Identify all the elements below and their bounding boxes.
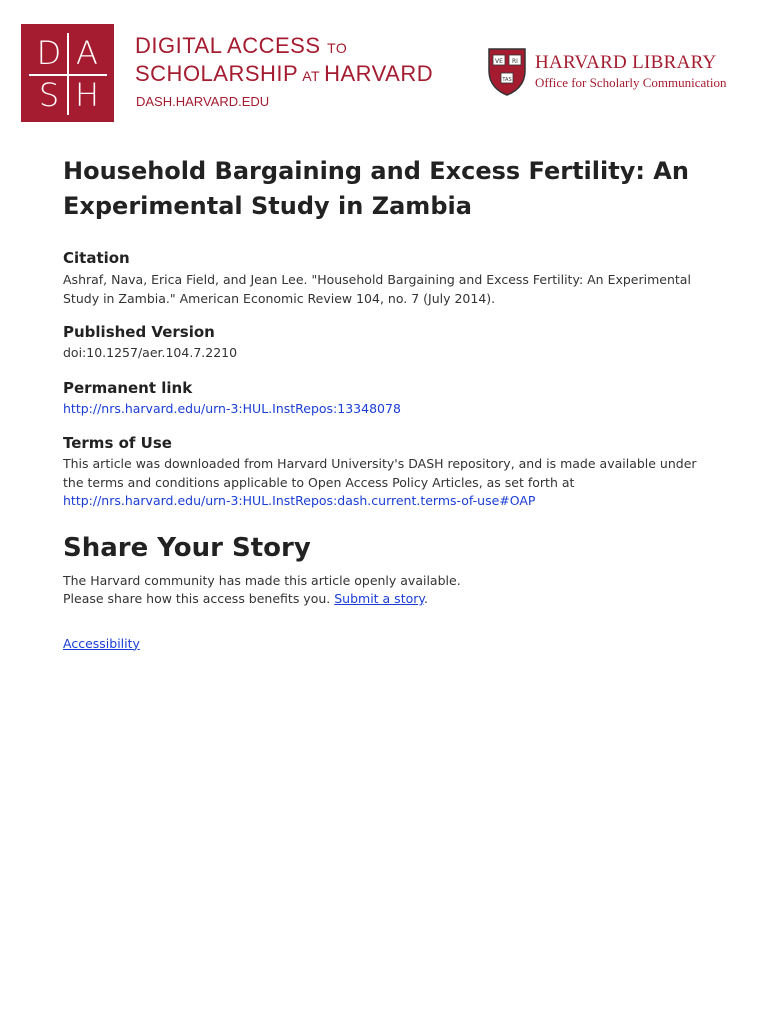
harvard-shield-icon [487, 47, 527, 97]
dash-title-part: SCHOLARSHIP [135, 61, 299, 86]
dash-logo [21, 24, 114, 122]
article-content [63, 154, 713, 653]
dash-title-part: DIGITAL ACCESS [135, 33, 321, 58]
terms-of-use-heading: Terms of Use [63, 434, 172, 452]
permanent-link[interactable]: http://nrs.harvard.edu/urn-3:HUL.InstRepos:13348078 [63, 400, 401, 416]
harvard-library-subtitle: Office for Scholarly Communication [535, 75, 727, 90]
share-line-1: The Harvard community has made this article openly available. [63, 572, 461, 588]
dash-url: DASH.HARVARD.EDU [136, 94, 270, 109]
logo-letter: A [76, 34, 98, 72]
dash-title-part: AT [302, 68, 321, 84]
dash-site-title [135, 33, 433, 89]
shield-word: TAS [502, 77, 512, 83]
terms-text: This article was downloaded from Harvard University's DASH repository, and is made available under the terms and conditions applicable to Open Access Policy Articles, as set forth at [63, 456, 697, 490]
published-doi: doi:10.1257/aer.104.7.2210 [63, 345, 238, 360]
shield-word: RI [512, 58, 518, 65]
logo-letter: H [74, 76, 100, 114]
citation-text: Ashraf, Nava, Erica Field, and Jean Lee. "Household Bargaining and Excess Fertility: An Experimental Study in Zambia." American Economic Review 104, no. 7 (July 2014). [63, 272, 691, 306]
accessibility-link[interactable]: Accessibility [63, 635, 140, 651]
dash-title-part: HARVARD [324, 61, 434, 86]
submit-story-link[interactable]: Submit a story [334, 591, 424, 606]
permanent-link-heading: Permanent link [63, 378, 193, 397]
published-version-heading: Published Version [63, 323, 215, 341]
share-story-heading: Share Your Story [63, 532, 311, 563]
logo-letter: S [38, 76, 60, 114]
terms-of-use-text [63, 455, 703, 511]
shield-word: VE [495, 58, 503, 65]
citation-heading: Citation [63, 249, 130, 267]
terms-of-use-link[interactable]: http://nrs.harvard.edu/urn-3:HUL.InstRepos:dash.current.terms-of-use#OAP [63, 493, 536, 508]
article-title: Household Bargaining and Excess Fertility: An Experimental Study in Zambia [63, 157, 689, 220]
share-line-2 [63, 590, 713, 609]
harvard-library-name: HARVARD LIBRARY [535, 52, 717, 73]
dash-title-part: TO [327, 40, 348, 56]
share-prompt: Please share how this access benefits you. [63, 591, 331, 606]
share-period: . [424, 591, 428, 606]
logo-letter: D [36, 34, 62, 72]
